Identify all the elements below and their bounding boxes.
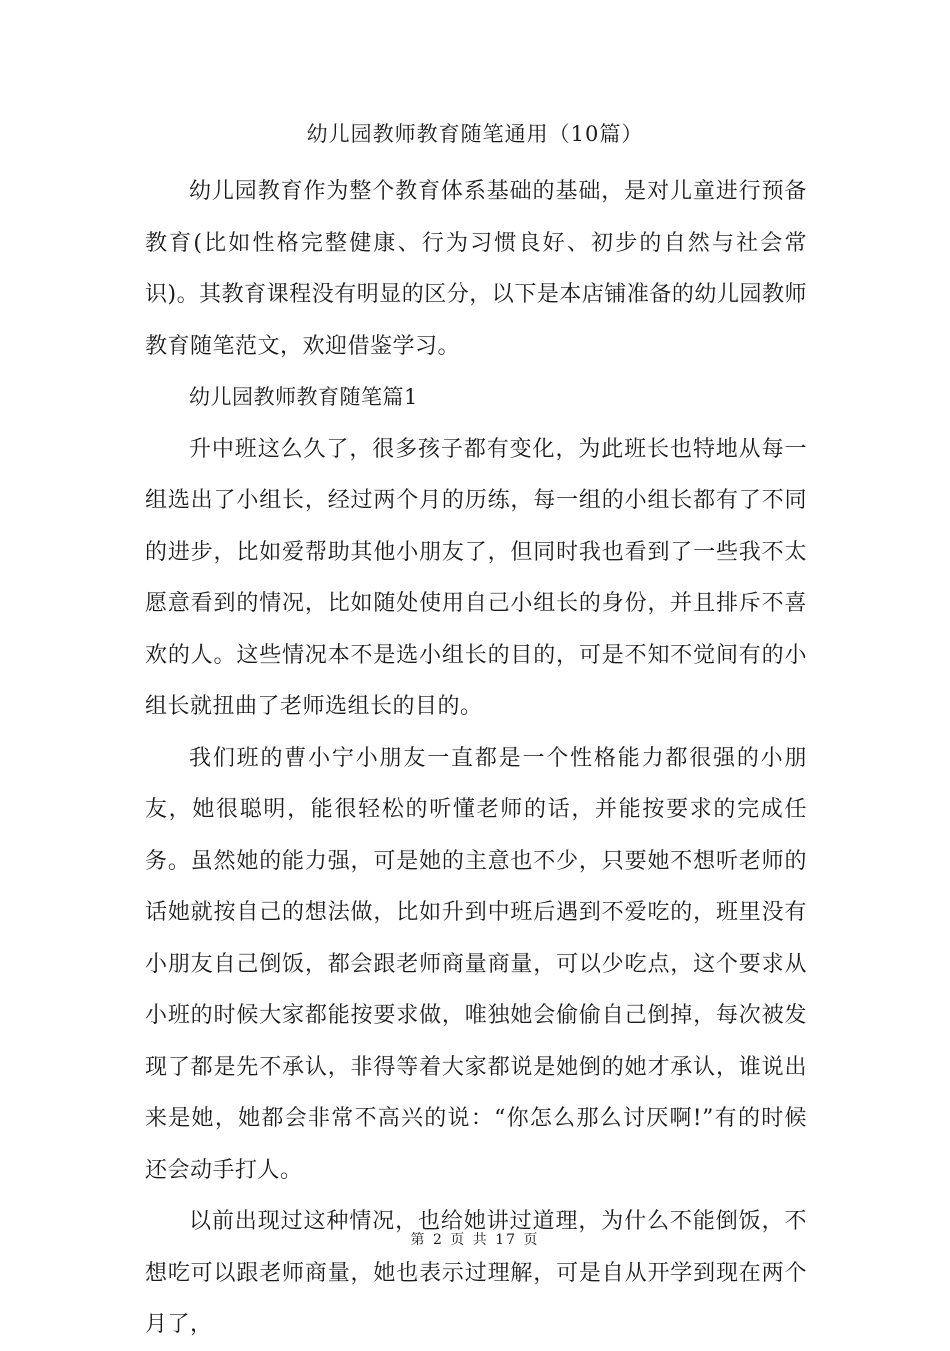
document-title: 幼儿园教师教育随笔通用（10篇） bbox=[306, 122, 644, 146]
body-paragraph: 升中班这么久了，很多孩子都有变化，为此班长也特地从每一组选出了小组长，经过两个月的历练，每一组的小组长都有了不同的进步，比如爱帮助其他小朋友了，但同时我也看到了一些我不太愿意看到的情况，比如随处使用自己小组长的身份，并且排斥不喜欢的人。这些情况本不是选小组长的目的，可是不知不觉间有的小组长就扭曲了老师选组长的目的。 bbox=[145, 436, 807, 719]
section-heading: 幼儿园教师教育随笔篇1 bbox=[189, 385, 418, 409]
body-paragraph: 以前出现过这种情况，也给她讲过道理，为什么不能倒饭，不想吃可以跟老师商量，她也表示过理解，可是自从开学到现在两个月了， bbox=[145, 1209, 807, 1337]
document-body bbox=[145, 166, 807, 1351]
page-footer: 第 2 页 共 17 页 bbox=[410, 1232, 540, 1248]
body-paragraph: 我们班的曹小宁小朋友一直都是一个性格能力都很强的小朋友，她很聪明，能很轻松的听懂老师的话，并能按要求的完成任务。虽然她的能力强，可是她的主意也不少，只要她不想听老师的话她就按自己的想法做，比如升到中班后遇到不爱吃的，班里没有小朋友自己倒饭，都会跟老师商量商量，可以少吃点，这个要求从小班的时候大家都能按要求做，唯独她会偷偷自己倒掉，每次被发现了都是先不承认，非得等着大家都说是她倒的她才承认，谁说出来是她，她都会非常不高兴的说：“你怎么那么讨厌啊!”有的时候还会动手打人。 bbox=[145, 745, 807, 1183]
intro-paragraph: 幼儿园教育作为整个教育体系基础的基础，是对儿童进行预备教育(比如性格完整健康、行为习惯良好、初步的自然与社会常识)。其教育课程没有明显的区分，以下是本店铺准备的幼儿园教师教育随笔范文，欢迎借鉴学习。 bbox=[145, 179, 807, 359]
